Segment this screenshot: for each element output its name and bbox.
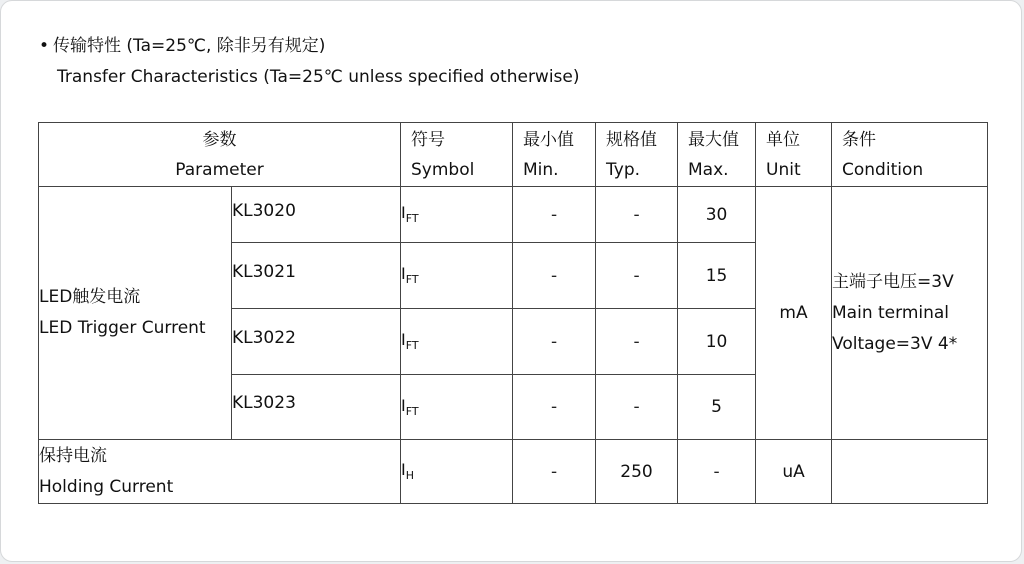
param-led-trigger-en: LED Trigger Current xyxy=(39,318,206,338)
max-value: 5 xyxy=(678,375,756,440)
typ-value: - xyxy=(596,375,678,440)
header-typ-cn: 规格值 xyxy=(606,129,658,150)
symbol-main: I xyxy=(401,395,406,415)
model-label: KL3022 xyxy=(232,327,296,348)
header-min xyxy=(513,123,596,187)
symbol-main: I xyxy=(401,330,406,350)
condition-en-line1: Main terminal xyxy=(832,302,950,323)
header-unit-en: Unit xyxy=(766,159,801,180)
param-holding-cn: 保持电流 xyxy=(39,445,107,466)
param-led-trigger-cn: LED触发电流 xyxy=(39,287,141,307)
heading-line-cn xyxy=(39,31,580,62)
header-parameter-en: Parameter xyxy=(175,159,264,180)
table-row xyxy=(39,187,988,243)
header-symbol xyxy=(401,123,513,187)
header-parameter xyxy=(39,123,401,187)
header-unit-cn: 单位 xyxy=(766,129,801,150)
max-value: 15 xyxy=(678,243,756,309)
section-heading xyxy=(39,31,580,93)
header-condition-en: Condition xyxy=(842,159,924,180)
bullet-icon: • xyxy=(39,36,50,56)
min-value: - xyxy=(513,243,596,309)
typ-value: - xyxy=(596,309,678,375)
header-min-en: Min. xyxy=(523,159,559,180)
min-value: - xyxy=(513,187,596,243)
model-label: KL3020 xyxy=(232,200,296,221)
table-row xyxy=(39,440,988,504)
header-max xyxy=(678,123,756,187)
param-holding-current xyxy=(39,440,401,504)
max-value: - xyxy=(678,440,756,504)
symbol-subscript: FT xyxy=(405,339,419,353)
symbol-main: I xyxy=(401,203,406,223)
typ-value: 250 xyxy=(596,440,678,504)
typ-value: - xyxy=(596,187,678,243)
transfer-characteristics-table xyxy=(38,122,988,504)
header-condition xyxy=(832,123,988,187)
model-label: KL3021 xyxy=(232,261,296,282)
header-parameter-cn: 参数 xyxy=(202,129,237,150)
symbol-subscript: H xyxy=(405,469,415,483)
min-value: - xyxy=(513,309,596,375)
symbol-subscript: FT xyxy=(405,405,419,419)
table-header-row xyxy=(39,123,988,187)
model-cell xyxy=(232,187,401,243)
condition-cn: 主端子电压=3V xyxy=(832,271,954,292)
unit-value: uA xyxy=(756,440,832,504)
symbol-main: I xyxy=(401,460,406,480)
header-symbol-cn: 符号 xyxy=(411,129,446,150)
model-cell xyxy=(232,309,401,375)
param-holding-en: Holding Current xyxy=(39,476,174,497)
symbol-cell xyxy=(401,375,513,440)
symbol-subscript: FT xyxy=(405,273,419,287)
symbol-cell xyxy=(401,243,513,309)
condition-en-line2: Voltage=3V 4* xyxy=(832,333,958,354)
symbol-cell xyxy=(401,187,513,243)
unit-value: mA xyxy=(756,187,832,440)
max-value: 30 xyxy=(678,187,756,243)
condition-cell xyxy=(832,440,988,504)
heading-text-cn: 传输特性 (Ta=25℃, 除非另有规定) xyxy=(53,36,326,56)
typ-value: - xyxy=(596,243,678,309)
symbol-main: I xyxy=(401,264,406,284)
header-max-en: Max. xyxy=(688,159,729,180)
condition-cell xyxy=(832,187,988,440)
model-cell xyxy=(232,243,401,309)
header-typ xyxy=(596,123,678,187)
min-value: - xyxy=(513,440,596,504)
heading-text-en: Transfer Characteristics (Ta=25℃ unless specified otherwise) xyxy=(57,67,580,87)
symbol-cell xyxy=(401,309,513,375)
header-condition-cn: 条件 xyxy=(842,129,877,150)
header-min-cn: 最小值 xyxy=(523,129,575,150)
header-max-cn: 最大值 xyxy=(688,129,740,150)
param-led-trigger-current xyxy=(39,187,232,440)
symbol-subscript: FT xyxy=(405,212,419,226)
model-label: KL3023 xyxy=(232,393,296,413)
symbol-cell xyxy=(401,440,513,504)
min-value: - xyxy=(513,375,596,440)
max-value: 10 xyxy=(678,309,756,375)
header-unit xyxy=(756,123,832,187)
model-cell xyxy=(232,375,401,440)
header-symbol-en: Symbol xyxy=(411,159,475,180)
header-typ-en: Typ. xyxy=(606,159,641,180)
